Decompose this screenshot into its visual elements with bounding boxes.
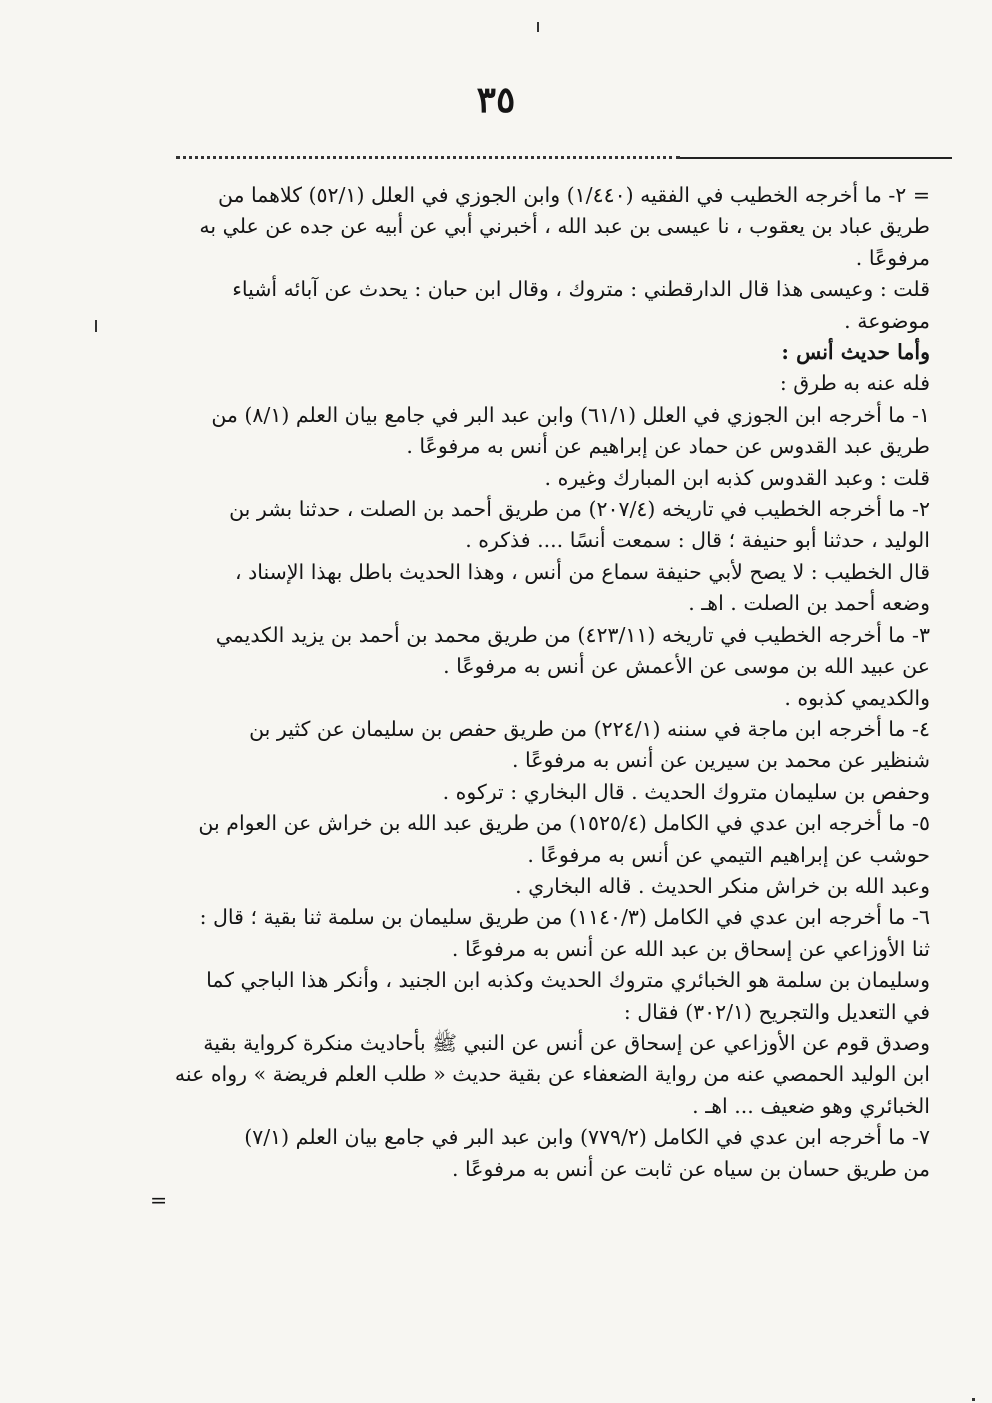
scan-speck — [537, 22, 539, 32]
dotted-rule — [176, 156, 680, 159]
scan-speck — [972, 1398, 975, 1401]
text-line: قلت : وعيسى هذا قال الدارقطني : متروك ، وقال ابن حبان : يحدث عن آبائه أشياء — [232, 277, 930, 302]
text-line: الخبائري وهو ضعيف ... اهـ . — [692, 1093, 930, 1118]
text-line: ٧- ما أخرجه ابن عدي في الكامل (٧٧٩/٢) وابن عبد البر في جامع بيان العلم (٧/١) — [244, 1125, 930, 1150]
text-line: والكديمي كذبوه . — [784, 685, 930, 710]
text-line: حوشب عن إبراهيم التيمي عن أنس به مرفوعًا . — [527, 842, 930, 867]
text-line: في التعديل والتجريح (٣٠٢/١) فقال : — [623, 999, 930, 1024]
text-line: طريق عباد بن يعقوب ، نا عيسى بن عبد الله ، أخبرني أبي عن أبيه عن جده عن علي به — [199, 214, 930, 239]
text-line: قال الخطيب : لا يصح لأبي حنيفة سماع من أنس ، وهذا الحديث باطل بهذا الإسناد ، — [234, 559, 930, 584]
header-rule — [176, 152, 952, 166]
text-line: وسليمان بن سلمة هو الخبائري متروك الحديث وكذبه ابن الجنيد ، وأنكر هذا الباجي كما — [206, 968, 930, 993]
text-line: وعبد الله بن خراش منكر الحديث . قاله البخاري . — [515, 873, 930, 898]
scan-speck — [95, 320, 97, 332]
text-line: شنظير عن محمد بن سيرين عن أنس به مرفوعًا . — [511, 748, 930, 773]
text-line: ٥- ما أخرجه ابن عدي في الكامل (١٥٢٥/٤) من طريق عبد الله بن خراش عن العوام بن — [198, 811, 930, 836]
text-line: عن عبيد الله بن موسى عن الأعمش عن أنس به مرفوعًا . — [443, 654, 930, 679]
text-line: الوليد ، حدثنا أبو حنيفة ؛ قال : سمعت أنسًا .... فذكره . — [465, 528, 930, 553]
text-line: ثنا الأوزاعي عن إسحاق بن عبد الله عن أنس به مرفوعًا . — [451, 936, 930, 961]
text-line: ٤- ما أخرجه ابن ماجة في سننه (٢٢٤/١) من طريق حفص بن سليمان عن كثير بن — [249, 716, 930, 741]
text-line: من طريق حسان بن سياه عن ثابت عن أنس به مرفوعًا . — [452, 1156, 930, 1181]
text-line: وصدق قوم عن الأوزاعي عن إسحاق عن أنس عن النبي ﷺ بأحاديث منكرة كرواية بقية — [203, 1030, 930, 1055]
page-number: ٣٥ — [476, 79, 516, 121]
solid-rule — [680, 157, 952, 159]
text-line: فله عنه به طرق : — [779, 371, 930, 396]
text-line: وضعه أحمد بن الصلت . اهـ . — [688, 591, 930, 616]
text-line: طريق عبد القدوس عن حماد عن إبراهيم عن أنس به مرفوعًا . — [406, 434, 930, 459]
text-line: ٣- ما أخرجه الخطيب في تاريخه (٤٢٣/١١) من طريق محمد بن أحمد بن يزيد الكديمي — [215, 622, 930, 647]
continuation-mark: = — [150, 1188, 168, 1212]
text-line: موضوعة . — [844, 308, 930, 333]
text-line: ٦- ما أخرجه ابن عدي في الكامل (١١٤٠/٣) من طريق سليمان بن سلمة ثنا بقية ؛ قال : — [199, 905, 930, 930]
text-line: ابن الوليد الحمصي عنه من رواية الضعفاء عن بقية حديث « طلب العلم فريضة » رواه عنه — [174, 1062, 930, 1087]
section-heading: وأما حديث أنس : — [781, 340, 930, 365]
text-line: وحفص بن سليمان متروك الحديث . قال البخاري : تركوه . — [442, 779, 930, 804]
text-line: قلت : وعبد القدوس كذبه ابن المبارك وغيره . — [544, 465, 930, 490]
text-line: ٢- ما أخرجه الخطيب في تاريخه (٢٠٧/٤) من طريق أحمد بن الصلت ، حدثنا بشر بن — [229, 497, 930, 522]
body-text — [150, 180, 930, 1216]
text-line: مرفوعًا . — [855, 245, 930, 270]
text-line: ١- ما أخرجه ابن الجوزي في العلل (٦١/١) وابن عبد البر في جامع بيان العلم (٨/١) من — [211, 402, 930, 427]
text-line: = ٢- ما أخرجه الخطيب في الفقيه (١/٤٤٠) وابن الجوزي في العلل (٥٢/١) كلاهما من — [217, 183, 930, 207]
